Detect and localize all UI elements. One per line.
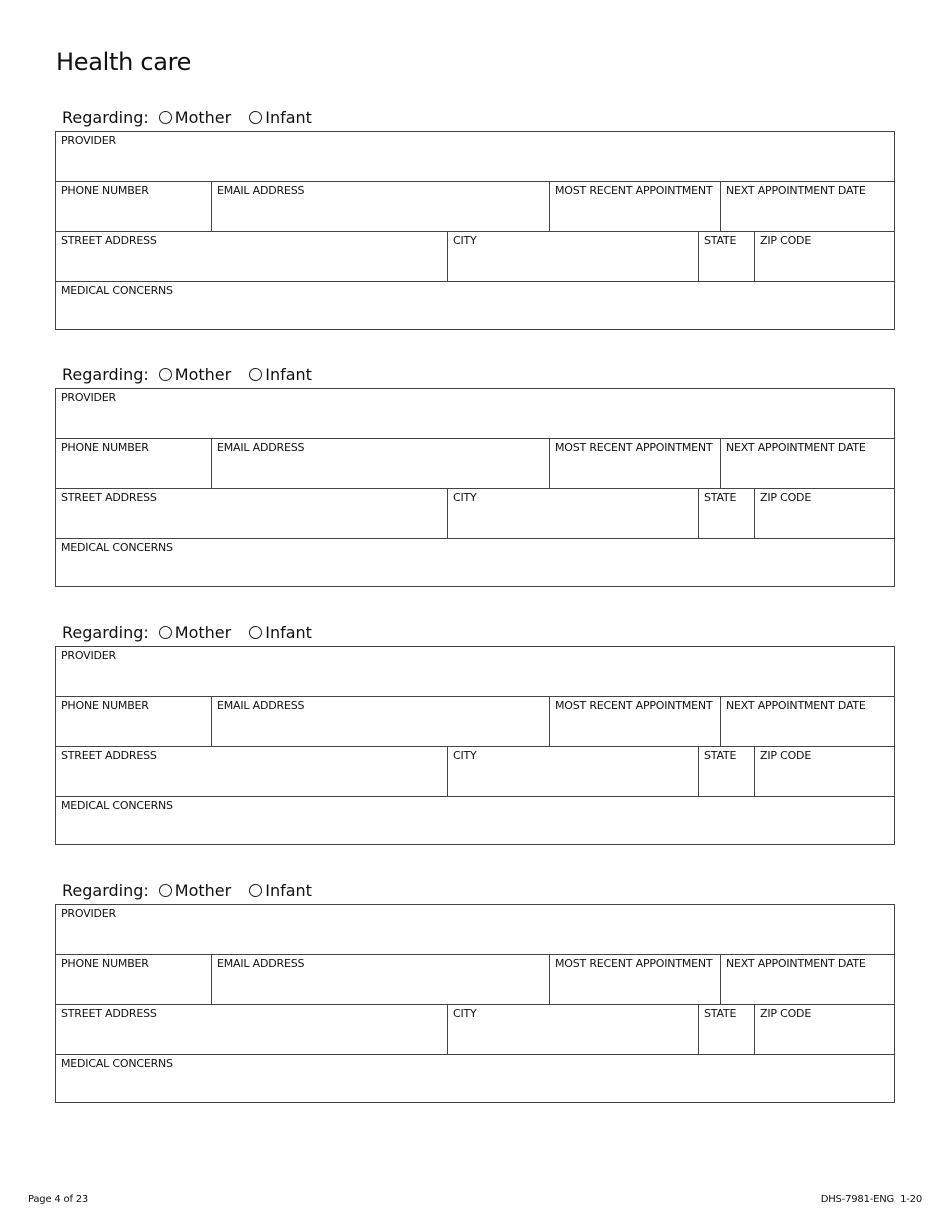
mother-radio-label: Mother: [174, 880, 232, 900]
street-address-field[interactable]: STREET ADDRESS: [56, 747, 448, 796]
state-field[interactable]: STATE: [699, 489, 755, 538]
phone-number-field[interactable]: PHONE NUMBER: [56, 955, 212, 1004]
email-address-field[interactable]: EMAIL ADDRESS: [212, 697, 550, 746]
page-number: Page 4 of 23: [28, 1194, 89, 1205]
infant-radio-label: Infant: [265, 880, 312, 900]
provider-row: [56, 132, 894, 182]
infant-radio-button[interactable]: [249, 111, 262, 124]
most-recent-appointment-field[interactable]: MOST RECENT APPOINTMENT: [550, 955, 721, 1004]
provider-field[interactable]: PROVIDER: [61, 391, 116, 404]
email-address-field[interactable]: EMAIL ADDRESS: [212, 182, 550, 231]
next-appointment-date-field[interactable]: NEXT APPOINTMENT DATE: [726, 699, 866, 712]
mother-radio-option[interactable]: [159, 623, 231, 642]
infant-radio-option[interactable]: [249, 108, 312, 127]
next-appointment-date-field[interactable]: NEXT APPOINTMENT DATE: [726, 957, 866, 970]
city-field[interactable]: CITY: [448, 747, 699, 796]
next-appointment-date-field[interactable]: NEXT APPOINTMENT DATE: [726, 184, 866, 197]
provider-form-box: [55, 646, 895, 845]
infant-radio-label: Infant: [265, 622, 312, 642]
email-address-field[interactable]: EMAIL ADDRESS: [212, 955, 550, 1004]
phone-number-field[interactable]: PHONE NUMBER: [56, 182, 212, 231]
contact-row: [56, 439, 894, 489]
provider-row: [56, 905, 894, 955]
contact-row: [56, 182, 894, 232]
form-revision: 1-20: [900, 1194, 922, 1205]
state-field[interactable]: STATE: [699, 1005, 755, 1054]
mother-radio-label: Mother: [174, 364, 232, 384]
zip-code-field[interactable]: ZIP CODE: [760, 234, 812, 247]
form-identifier: [821, 1194, 922, 1205]
medical-concerns-field[interactable]: MEDICAL CONCERNS: [61, 1057, 173, 1070]
provider-form-box: [55, 904, 895, 1103]
most-recent-appointment-field[interactable]: MOST RECENT APPOINTMENT: [550, 439, 721, 488]
medical-concerns-field[interactable]: MEDICAL CONCERNS: [61, 541, 173, 554]
page-title: Health care: [56, 48, 192, 76]
provider-form-box: [55, 388, 895, 587]
infant-radio-label: Infant: [265, 107, 312, 127]
infant-radio-button[interactable]: [249, 626, 262, 639]
street-address-field[interactable]: STREET ADDRESS: [56, 489, 448, 538]
regarding-label: Regarding:: [62, 107, 149, 127]
infant-radio-option[interactable]: [249, 365, 312, 384]
provider-field[interactable]: PROVIDER: [61, 134, 116, 147]
contact-row: [56, 697, 894, 747]
street-address-field[interactable]: STREET ADDRESS: [56, 1005, 448, 1054]
address-row: [56, 1005, 894, 1055]
infant-radio-button[interactable]: [249, 884, 262, 897]
concerns-row: [56, 539, 894, 586]
mother-radio-button[interactable]: [159, 368, 172, 381]
mother-radio-label: Mother: [174, 107, 232, 127]
most-recent-appointment-field[interactable]: MOST RECENT APPOINTMENT: [550, 697, 721, 746]
address-row: [56, 232, 894, 282]
next-appointment-date-field[interactable]: NEXT APPOINTMENT DATE: [726, 441, 866, 454]
zip-code-field[interactable]: ZIP CODE: [760, 1007, 812, 1020]
regarding-options: [62, 878, 330, 902]
zip-code-field[interactable]: ZIP CODE: [760, 749, 812, 762]
provider-field[interactable]: PROVIDER: [61, 649, 116, 662]
regarding-label: Regarding:: [62, 622, 149, 642]
infant-radio-option[interactable]: [249, 623, 312, 642]
form-id: DHS-7981-ENG: [820, 1194, 895, 1205]
provider-field[interactable]: PROVIDER: [61, 907, 116, 920]
concerns-row: [56, 282, 894, 329]
infant-radio-option[interactable]: [249, 881, 312, 900]
address-row: [56, 747, 894, 797]
phone-number-field[interactable]: PHONE NUMBER: [56, 697, 212, 746]
mother-radio-option[interactable]: [159, 365, 231, 384]
most-recent-appointment-field[interactable]: MOST RECENT APPOINTMENT: [550, 182, 721, 231]
city-field[interactable]: CITY: [448, 489, 699, 538]
contact-row: [56, 955, 894, 1005]
mother-radio-button[interactable]: [159, 111, 172, 124]
infant-radio-label: Infant: [265, 364, 312, 384]
regarding-options: [62, 362, 330, 386]
address-row: [56, 489, 894, 539]
provider-form-box: [55, 131, 895, 330]
concerns-row: [56, 1055, 894, 1102]
regarding-options: [62, 620, 330, 644]
mother-radio-option[interactable]: [159, 108, 231, 127]
zip-code-field[interactable]: ZIP CODE: [760, 491, 812, 504]
provider-row: [56, 647, 894, 697]
state-field[interactable]: STATE: [699, 747, 755, 796]
provider-row: [56, 389, 894, 439]
infant-radio-button[interactable]: [249, 368, 262, 381]
state-field[interactable]: STATE: [699, 232, 755, 281]
city-field[interactable]: CITY: [448, 1005, 699, 1054]
street-address-field[interactable]: STREET ADDRESS: [56, 232, 448, 281]
medical-concerns-field[interactable]: MEDICAL CONCERNS: [61, 799, 173, 812]
mother-radio-option[interactable]: [159, 881, 231, 900]
regarding-label: Regarding:: [62, 364, 149, 384]
mother-radio-button[interactable]: [159, 626, 172, 639]
mother-radio-button[interactable]: [159, 884, 172, 897]
phone-number-field[interactable]: PHONE NUMBER: [56, 439, 212, 488]
email-address-field[interactable]: EMAIL ADDRESS: [212, 439, 550, 488]
concerns-row: [56, 797, 894, 844]
regarding-label: Regarding:: [62, 880, 149, 900]
regarding-options: [62, 105, 330, 129]
mother-radio-label: Mother: [174, 622, 232, 642]
city-field[interactable]: CITY: [448, 232, 699, 281]
medical-concerns-field[interactable]: MEDICAL CONCERNS: [61, 284, 173, 297]
